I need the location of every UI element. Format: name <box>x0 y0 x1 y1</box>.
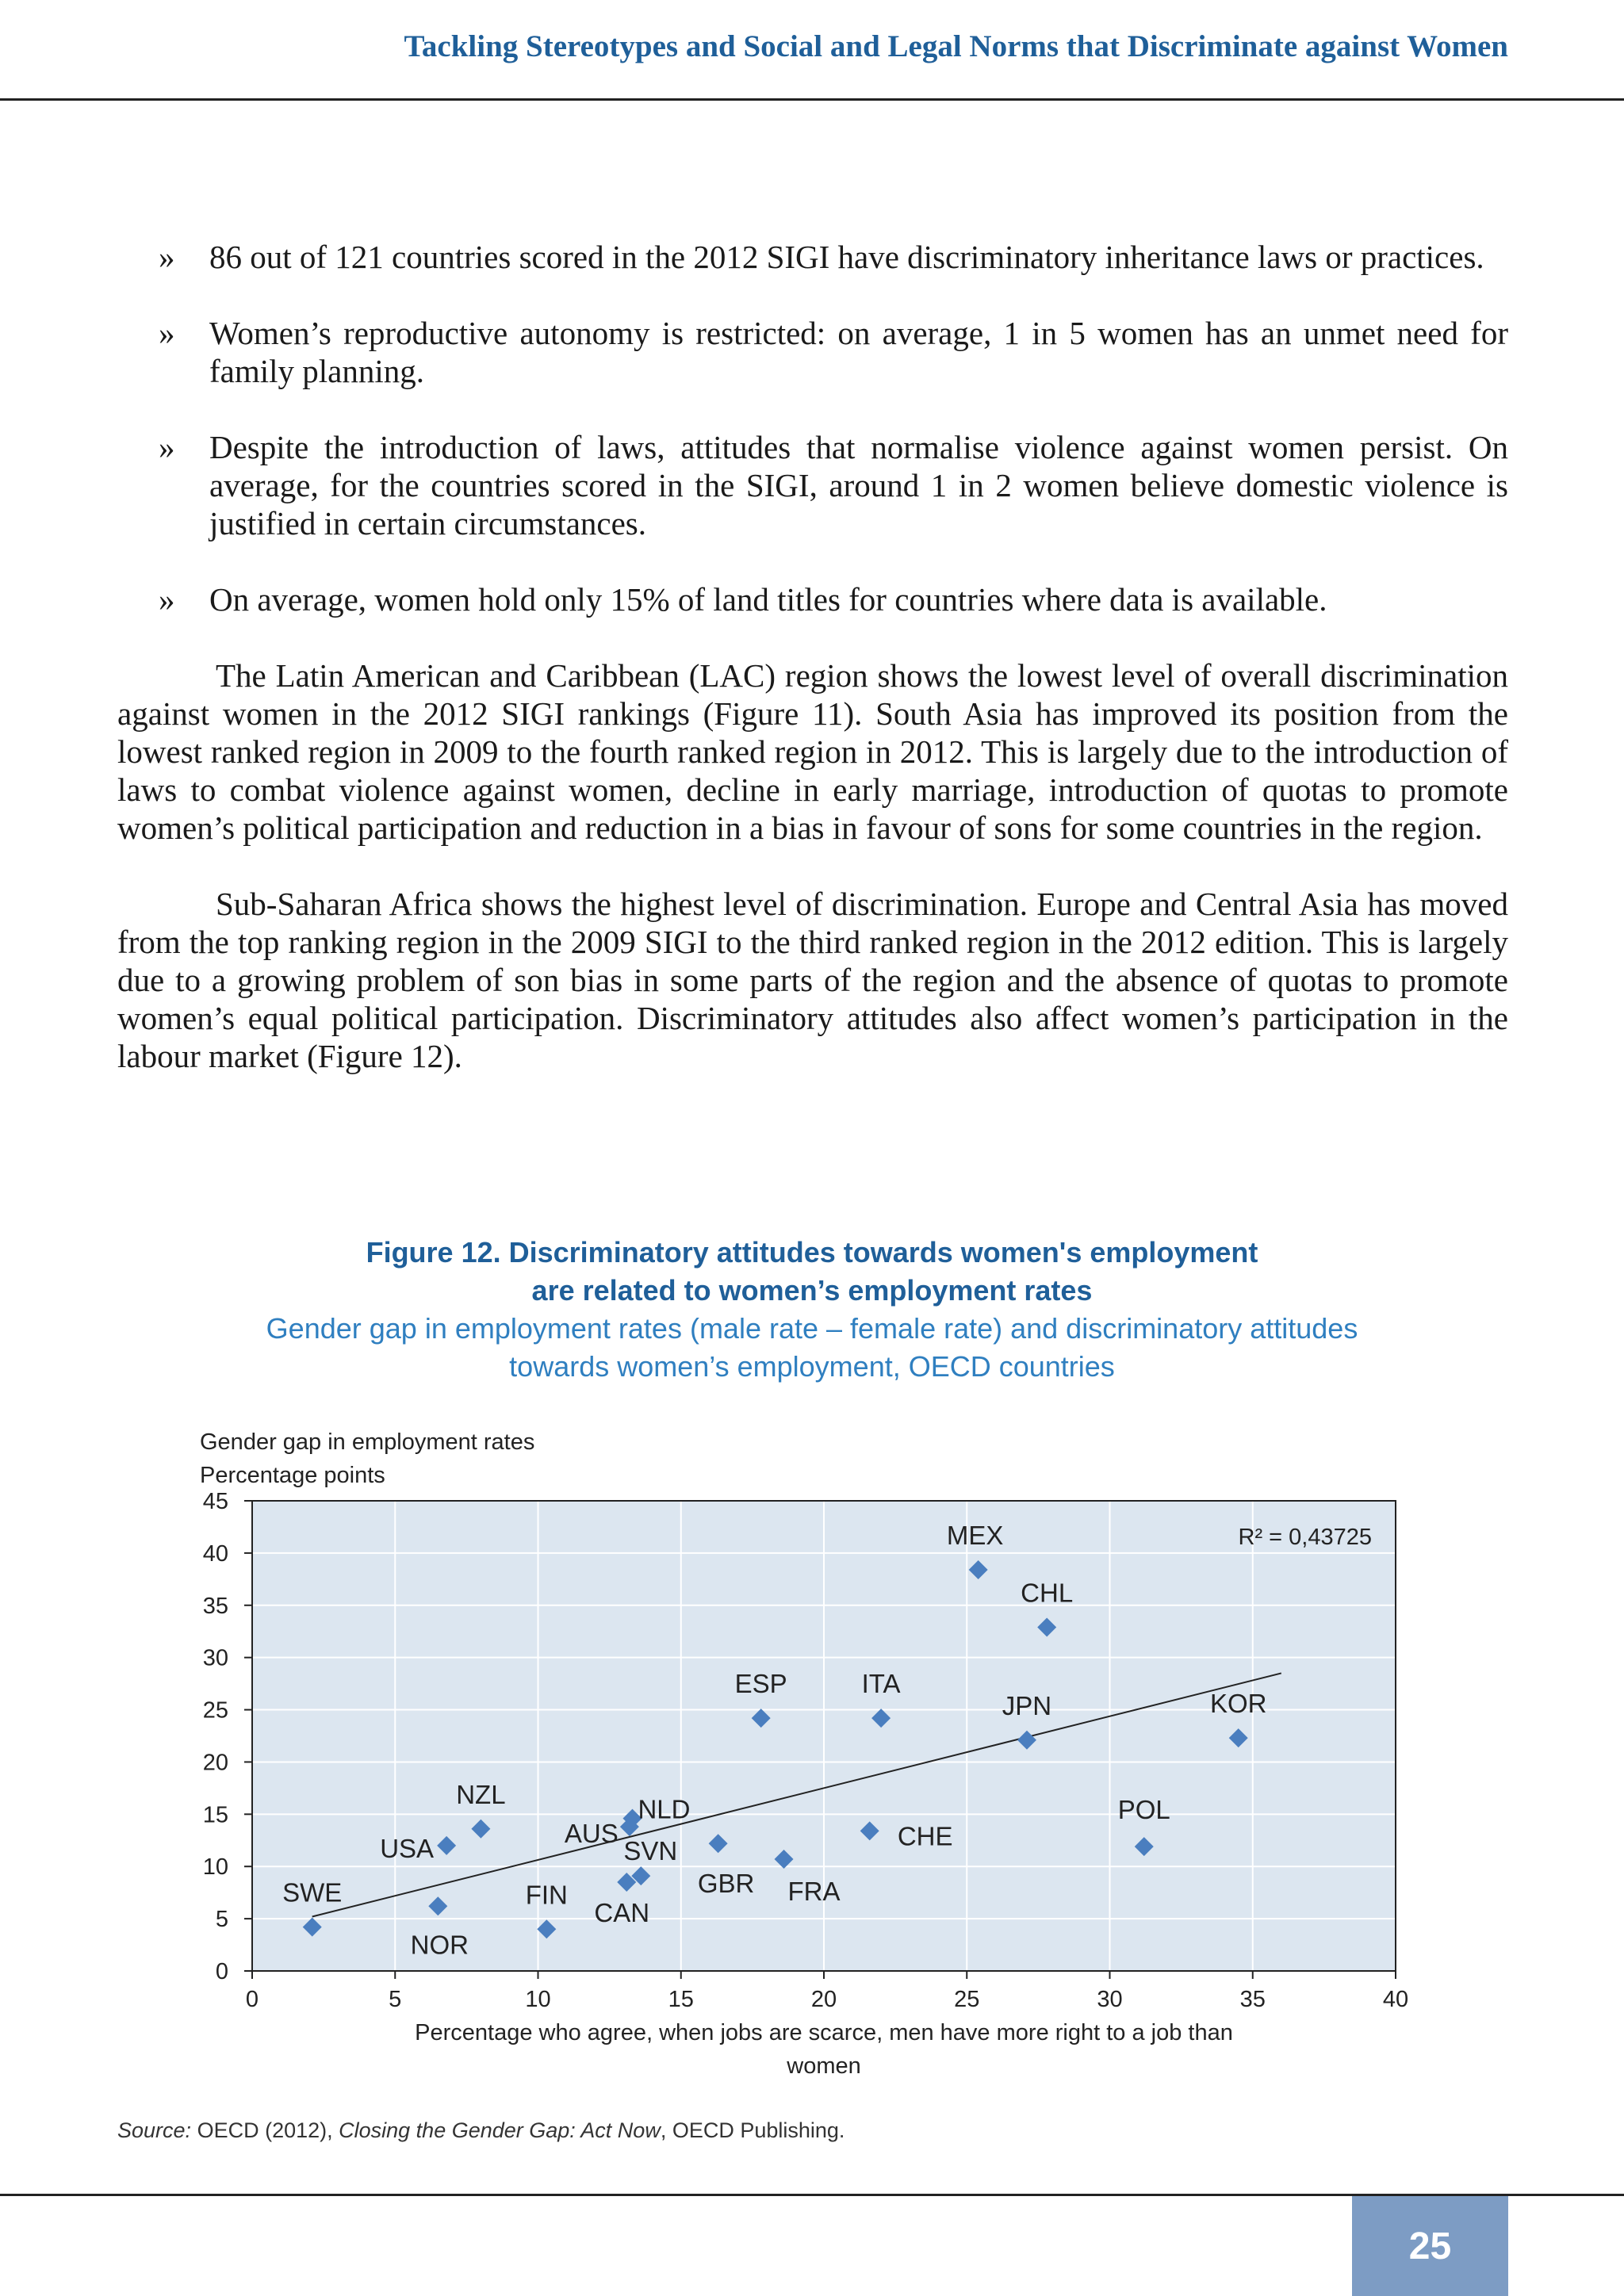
x-tick-label: 35 <box>1239 1987 1266 2012</box>
bullet-item <box>117 428 1508 542</box>
point-label: GBR <box>697 1869 755 1899</box>
point-label: ESP <box>734 1669 787 1699</box>
point-label: CHE <box>897 1821 953 1851</box>
x-tick-label: 40 <box>1382 1987 1409 2012</box>
paragraph: Sub-Saharan Africa shows the highest level of discrimination. Europe and Central Asia has moved from the top ranking region in the 2009 SIGI to the third ranked region in the 2012 edition. This is largely due to a growing problem of son bias in some parts of the region and the absence of quotas to promote women’s equal political participation. Discriminatory attitudes also affect women’s participation in the labour market (Figure 12). <box>117 886 1508 1074</box>
x-tick-label: 15 <box>668 1987 694 2012</box>
y-tick-label: 20 <box>202 1750 228 1776</box>
x-tick-label: 20 <box>810 1987 837 2012</box>
source-text: , OECD Publishing. <box>660 2118 845 2142</box>
source-note <box>117 2118 845 2143</box>
bullet-marker: » <box>159 315 175 351</box>
point-label: CHL <box>1021 1578 1074 1608</box>
y-tick-label: 40 <box>202 1540 228 1567</box>
bullet-item <box>117 314 1508 390</box>
bullet-item <box>117 580 1508 618</box>
header-divider <box>0 98 1624 101</box>
scatter-chart <box>0 1411 1624 2125</box>
y-axis-label: Percentage points <box>200 1463 385 1488</box>
bullet-marker: » <box>159 581 175 618</box>
point-label: FRA <box>787 1876 841 1906</box>
bullet-text: On average, women hold only 15% of land titles for countries where data is available. <box>209 581 1327 618</box>
bullet-text: Despite the introduction of laws, attitudes that normalise violence against women persist. On average, for the countries scored in the SIGI, around 1 in 2 women believe domestic violence is justified in certain circumstances. <box>209 429 1508 541</box>
point-label: AUS <box>564 1819 619 1849</box>
bullet-text: Women’s reproductive autonomy is restricted: on average, 1 in 5 women has an unmet need for family planning. <box>209 315 1508 389</box>
point-label: NOR <box>410 1930 469 1960</box>
point-label: FIN <box>525 1880 568 1910</box>
x-tick-label: 25 <box>954 1987 980 2012</box>
figure-caption <box>0 1234 1624 1386</box>
y-axis-label: Gender gap in employment rates <box>200 1429 535 1455</box>
source-text: OECD (2012), <box>191 2118 339 2142</box>
point-label: NZL <box>456 1779 506 1809</box>
x-axis-label: Percentage who agree, when jobs are scarce, men have more right to a job than <box>415 2020 1233 2045</box>
x-axis-label: women <box>787 2053 861 2079</box>
figure-title: are related to women’s employment rates <box>531 1274 1093 1307</box>
y-tick-label: 30 <box>202 1645 228 1671</box>
figure-title: Figure 12. Discriminatory attitudes towards women's employment <box>366 1236 1258 1269</box>
y-tick-label: 45 <box>202 1489 228 1514</box>
point-label: MEX <box>946 1520 1004 1550</box>
y-tick-label: 5 <box>215 1907 228 1933</box>
point-label: USA <box>380 1833 435 1863</box>
bullet-marker: » <box>159 429 175 465</box>
source-title: Closing the Gender Gap: Act Now <box>339 2118 661 2142</box>
bullet-item <box>117 238 1508 276</box>
point-label: NLD <box>638 1794 691 1824</box>
point-label: ITA <box>861 1669 901 1699</box>
body-text <box>117 238 1508 1113</box>
x-tick-label: 5 <box>389 1987 402 2012</box>
y-tick-label: 10 <box>202 1854 228 1881</box>
page-number: 25 <box>1352 2196 1508 2296</box>
figure-subtitle: Gender gap in employment rates (male rate – female rate) and discriminatory attitudes <box>266 1312 1358 1345</box>
y-tick-label: 15 <box>202 1802 228 1828</box>
point-label: POL <box>1117 1795 1170 1825</box>
x-tick-label: 10 <box>525 1987 551 2012</box>
x-tick-label: 0 <box>245 1987 259 2012</box>
point-label: JPN <box>1002 1690 1052 1720</box>
source-prefix: Source: <box>117 2118 192 2142</box>
y-tick-label: 35 <box>202 1593 228 1619</box>
paragraph: The Latin American and Caribbean (LAC) region shows the lowest level of overall discrimination against women in the 2012 SIGI rankings (Figure 11). South Asia has improved its position from the lowest ranked region in 2009 to the fourth ranked region in 2012. This is largely due to the introduction of laws to combat violence against women, decline in early marriage, introduction of quotas to promote women’s political participation and reduction in a bias in favour of sons for some countries in the region. <box>117 657 1508 846</box>
y-tick-label: 0 <box>215 1959 228 1984</box>
running-header: Tackling Stereotypes and Social and Legal Norms that Discriminate against Women <box>404 29 1508 63</box>
figure-subtitle: towards women’s employment, OECD countries <box>509 1350 1115 1383</box>
point-label: CAN <box>594 1897 650 1927</box>
r-squared-annotation: R² = 0,43725 <box>1238 1525 1372 1550</box>
bullet-text: 86 out of 121 countries scored in the 2012 SIGI have discriminatory inheritance laws or practices. <box>209 239 1484 275</box>
point-label: SWE <box>282 1877 343 1908</box>
x-tick-label: 30 <box>1097 1987 1123 2012</box>
point-label: KOR <box>1209 1689 1267 1719</box>
bullet-marker: » <box>159 239 175 275</box>
y-tick-label: 25 <box>202 1697 228 1724</box>
point-label: SVN <box>623 1836 678 1866</box>
